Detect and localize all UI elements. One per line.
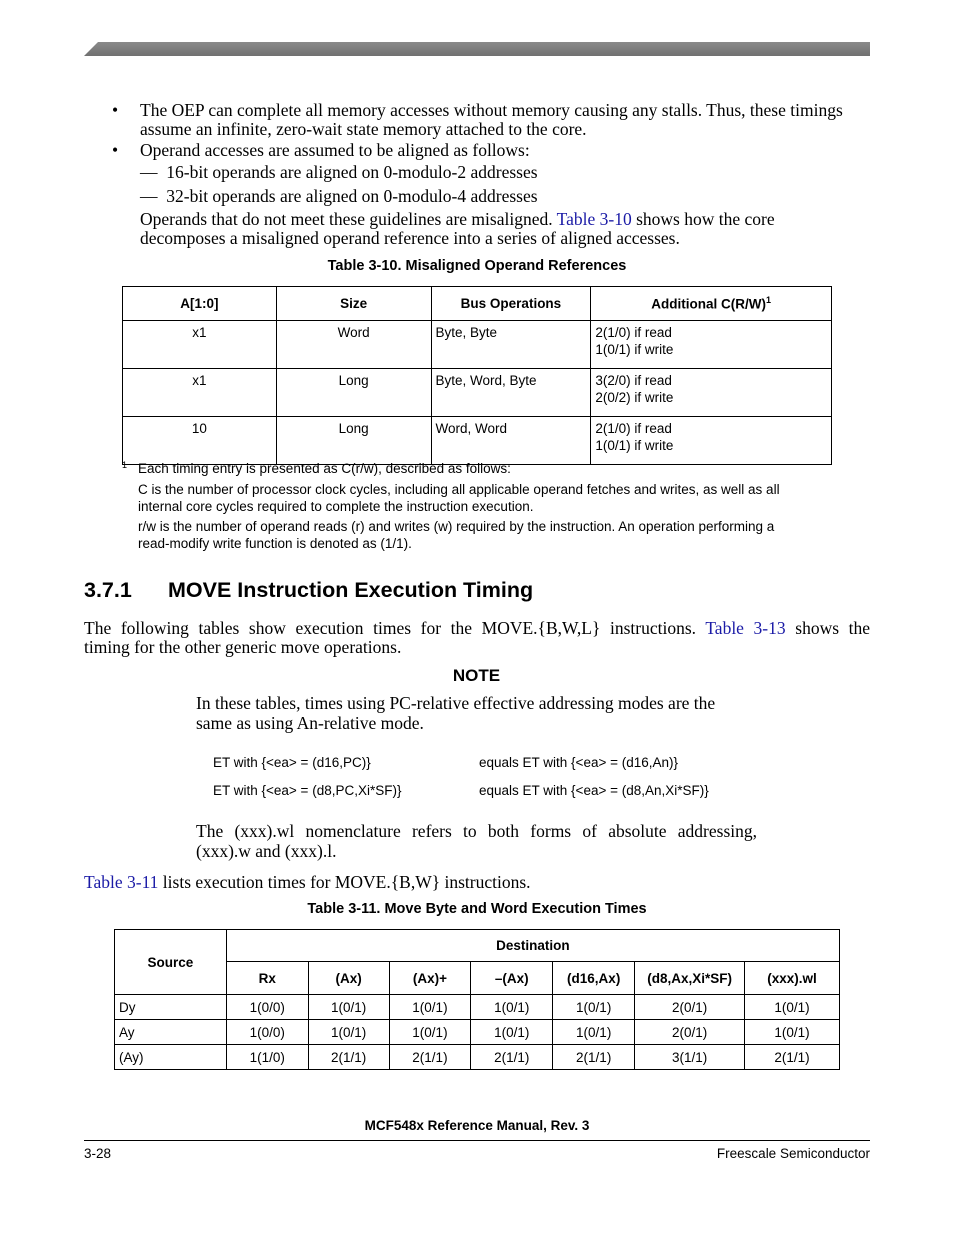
section-title: MOVE Instruction Execution Timing — [168, 578, 534, 602]
col-header: Additional $C(R/W)^1$ — [591, 287, 832, 321]
col-header: (d8,Ax,Xi*SF) — [635, 962, 745, 995]
dash-icon: — — [140, 186, 158, 206]
bullet-icon: • — [112, 140, 119, 160]
table-row: Dy 1(0/0) 1(0/1) 1(0/1) 1(0/1) 1(0/1) 2(0/1) 1(0/1) — [115, 995, 840, 1020]
source-header: Source — [115, 930, 227, 995]
et-right: equals ET with {<ea> = (d8,An,Xi*SF)} — [479, 783, 709, 798]
col-header: (d16,Ax) — [553, 962, 635, 995]
intro-paragraph-line2: timing for the other generic move operations. — [84, 637, 402, 657]
section-number: 3.7.1 — [84, 578, 132, 602]
destination-header: Destination — [226, 930, 839, 962]
col-header: –(Ax) — [471, 962, 553, 995]
dash-text: 16-bit operands are aligned on 0-modulo-2 addresses — [166, 162, 538, 182]
intro-paragraph-line1: The following tables show execution times for the MOVE.{B,W,L} instructions. Table 3-13 shows the — [84, 618, 871, 638]
footnote-text: r/w is the number of operand reads (r) and writes (w) required by the instruction. An operation performing a — [138, 519, 775, 534]
col-header: Size — [276, 287, 431, 321]
table-3-11-link[interactable]: Table 3-11 — [84, 872, 159, 892]
col-header: Bus Operations — [431, 287, 591, 321]
table-row: Ay 1(0/0) 1(0/1) 1(0/1) 1(0/1) 1(0/1) 2(0/1) 1(0/1) — [115, 1020, 840, 1045]
dash-icon: — — [140, 162, 158, 182]
bullet-icon: • — [112, 100, 119, 120]
col-header: Rx — [226, 962, 308, 995]
note-text: same as using An-relative mode. — [196, 713, 424, 733]
footer-title: MCF548x Reference Manual, Rev. 3 — [364, 1118, 590, 1133]
page-number: 3-28 — [84, 1146, 112, 1161]
table-3-10 — [122, 286, 832, 465]
footnote-ref: 1 — [766, 295, 772, 306]
header-bar — [84, 42, 870, 56]
table-3-11-caption: Table 3-11. Move Byte and Word Execution Times — [307, 901, 647, 917]
table-row: (Ay) 1(1/0) 2(1/1) 2(1/1) 2(1/1) 2(1/1) 3(1/1) 2(1/1) — [115, 1045, 840, 1070]
footnote-text: C is the number of processor clock cycles, including all applicable operand fetches and writes, as well as all — [138, 482, 780, 497]
dash-item — [140, 187, 538, 206]
footnote-mark: 1 — [122, 460, 128, 470]
table-row: 10 Long Word, Word 2(1/0) if read 1(0/1) if write — [123, 417, 832, 465]
et-left: ET with {<ea> = (d16,PC)} — [213, 755, 371, 770]
bullet-text: Operand accesses are assumed to be aligned as follows: — [140, 140, 530, 160]
dash-item — [140, 163, 538, 182]
footnote-text: read-modify write function is denoted as (1/1). — [138, 536, 412, 551]
table-3-10-caption: Table 3-10. Misaligned Operand References — [327, 258, 627, 274]
footer-divider — [84, 1140, 870, 1141]
et-right: equals ET with {<ea> = (d16,An)} — [479, 755, 679, 770]
dash-text: 32-bit operands are aligned on 0-modulo-4 addresses — [166, 186, 538, 206]
col-header: A[1:0] — [123, 287, 277, 321]
col-header: (xxx).wl — [745, 962, 840, 995]
et-left: ET with {<ea> = (d8,PC,Xi*SF)} — [213, 783, 402, 798]
footnote-text: Each timing entry is presented as C(r/w), described as follows: — [138, 461, 511, 476]
footnote-text: internal core cycles required to complete the instruction execution. — [138, 499, 534, 514]
note-text: The (xxx).wl nomenclature refers to both forms of absolute addressing, — [196, 821, 757, 841]
table-row: x1 Word Byte, Byte 2(1/0) if read 1(0/1) if write — [123, 321, 832, 369]
misaligned-paragraph: Operands that do not meet these guidelines are misaligned. Table 3-10 shows how the core decomposes a misaligned operand reference into a series of aligned accesses. — [140, 209, 775, 248]
bullet-text: The OEP can complete all memory accesses without memory causing any stalls. Thus, these timings assume an infinite, zero-wait state memory attached to the core. — [140, 100, 843, 139]
note-text: In these tables, times using PC-relative effective addressing modes are the — [196, 693, 716, 713]
table-header-row — [123, 287, 832, 321]
note-text: (xxx).w and (xxx).l. — [196, 841, 337, 861]
table-3-10-link[interactable]: Table 3-10 — [556, 209, 632, 229]
note-title: NOTE — [452, 666, 501, 685]
table-row: x1 Long Byte, Word, Byte 3(2/0) if read 2(0/2) if write — [123, 369, 832, 417]
table-3-13-link[interactable]: Table 3-13 — [705, 618, 786, 638]
footer-company: Freescale Semiconductor — [716, 1146, 870, 1161]
section-heading — [84, 578, 533, 603]
col-header: (Ax) — [308, 962, 389, 995]
table-3-11 — [114, 929, 840, 1070]
col-header: (Ax)+ — [389, 962, 471, 995]
table-header-row — [115, 930, 840, 962]
lists-paragraph: Table 3-11 lists execution times for MOVE.{B,W} instructions. — [84, 872, 531, 892]
